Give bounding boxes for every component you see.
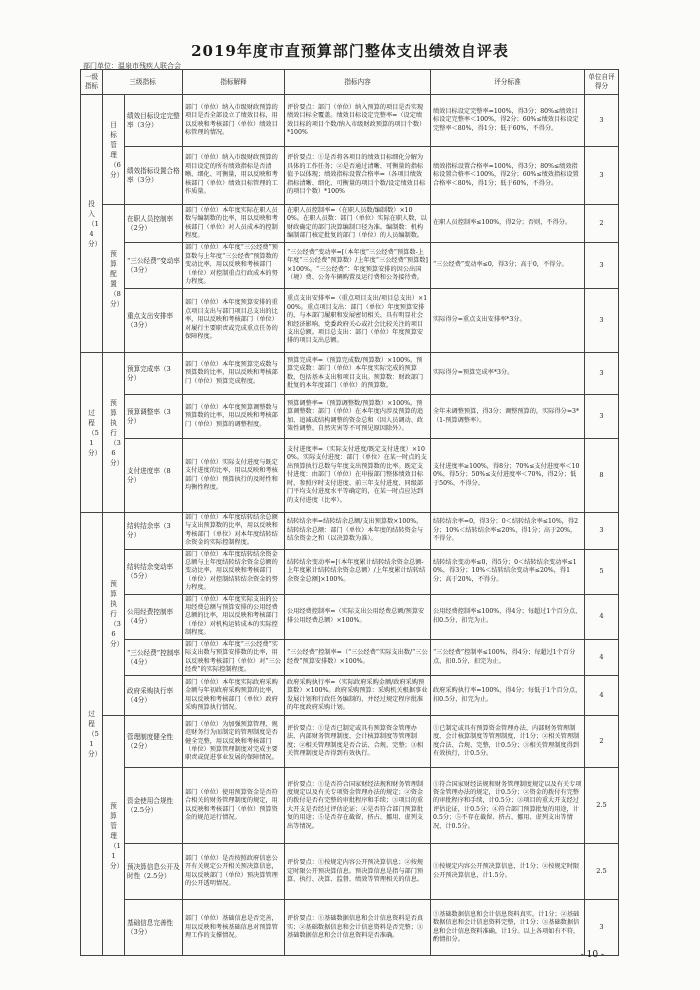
standard-cell: 绩效指标设置合格率=100%，得3分；80%≤绩效指标设置合格率＜100%，得2分；60%≤绩效指标设置合格率＜80%，得1分；低于60%，不得分。: [431, 147, 585, 205]
level3-cell: 重点支出安排率（3分）: [125, 289, 183, 353]
level3-cell: 绩效指标设置合格率（3分）: [125, 147, 183, 205]
score-cell: 2: [585, 716, 619, 768]
level3-cell: 预算调整率（3分）: [125, 395, 183, 439]
content-cell: 评价要点：①基础数据信息和会计信息资料是否真实；②基础数据信息和会计信息资料是否完整；③基础数据信息和会计信息资料是否准确。: [285, 900, 431, 956]
level3-cell: 资金使用合规性（2.5分）: [125, 768, 183, 844]
standard-cell: 实际得分=预算完成率*3分。: [431, 353, 585, 395]
content-cell: “三公经费”控制率=（“三公经费”实际支出数/“三公经费”预算安排数）×100%。: [285, 639, 431, 676]
level1-cell-input: 投入（14分）: [81, 95, 103, 353]
level3-cell: 管理制度健全性（2分）: [125, 716, 183, 768]
content-cell: 在职人员控制率=（在职人员数/编制数）×100%。在职人员数：部门（单位）实际在职人数，以财政确定的部门决算编制口径为准。编制数：机构编制部门核定批复的部门（单位）的人员编制数。: [285, 205, 431, 243]
standard-cell: 支付进度率≥100%，得8分；70%≤支付进度率＜100%，得5分；50%≤支付进度率＜70%，得2分；低于50%，不得分。: [431, 439, 585, 513]
content-cell: 预算调整率=（预算调整数/预算数）×100%。预算调整数：部门（单位）在本年度内涉及预算的追加、追减或结构调整的资金总和（因人员调动、政策性调整、自然灾害等不可预见原因除外）。: [285, 395, 431, 439]
standard-cell: ①已制定或具有预算资金管理办法、内部财务管理制度、会计核算制度等管理制度，计1分；②相关管理制度合法、合规、完整，计0.5分；③相关管理制度得到有效执行，计0.5分。: [431, 716, 585, 768]
content-cell: 政府采购执行率=（实际政府采购金额/政府采购预算数）×100%。政府采购预算：采购机关根据事业发展计划和行政任务编制的、并经过规定程序批准的年度政府采购计划。: [285, 676, 431, 716]
standard-cell: 结转结余变动率≤0，得5分；0＜结转结余变动率≤10%，得3分；10%＜结转结余变动率≤20%，得1分；高于20%，不得分。: [431, 549, 585, 594]
table-row: [81, 676, 619, 716]
level2-cell-budget-mgmt: 预算管理（11分）: [103, 716, 125, 956]
content-cell: 评价要点：①是否符合国家财经法规和财务管理制度规定以及有关专项资金管理办法的规定；②资金的拨付是否有完整的审批程序和手续；③项目的重大开支是否经过评估论证；④是否符合部门预算批复的用途；⑤是否存在截留、挤占、挪用、虚列支出等情况。: [285, 768, 431, 844]
table-row: [81, 439, 619, 513]
level3-cell: 在职人员控制率（2分）: [125, 205, 183, 243]
table-row: [81, 353, 619, 395]
explanation-cell: 部门（单位）本年度结转结余总额与支出预算数的比率，用以反映和考核部门（单位）对本年度结转结余资金的实际控制程度。: [183, 513, 285, 550]
table-row: [81, 205, 619, 243]
content-cell: 评价要点：①按规定内容公开预决算信息；②按规定时限公开预决算信息。预决算信息是指与部门预算、执行、决算、监督、绩效等管理相关的信息。: [285, 844, 431, 900]
level3-cell: 结转结余变动率（5分）: [125, 549, 183, 594]
level3-cell: 公用经费控制率（4分）: [125, 594, 183, 639]
content-cell: 预算完成率=（预算完成数/预算数）×100%。预算完成数：部门（单位）本年度实际完成的预算数，包括基本支出和项目支出。预算数：财政部门批复的本年度部门（单位）的预算数。: [285, 353, 431, 395]
evaluation-table: [80, 69, 619, 956]
table-row: [81, 716, 619, 768]
standard-cell: ①基础数据信息和会计信息资料真实，计1分；②基础数据信息和会计信息资料完整，计1分；③基础数据信息和会计信息资料准确，计1分。以上各项如有不符，酌情扣分。: [431, 900, 585, 956]
header-content: 指标内容: [285, 70, 431, 95]
table-row: [81, 639, 619, 676]
table-row: [81, 513, 619, 550]
content-cell: 重点支出安排率=（重点项目支出/项目总支出）×100%。重点项目支出：部门（单位）年度预算安排的，与本部门履职和发展密切相关、具有明显社会和经济影响、党委政府关心或社会比较关注的项目支出总额。项目总支出：部门（单位）年度预算安排的项目支出总额。: [285, 289, 431, 353]
score-cell: 5: [585, 549, 619, 594]
score-cell: 3: [585, 513, 619, 550]
score-cell: 3: [585, 395, 619, 439]
explanation-cell: 部门（单位）本年度实际支出的公用经费总额与预算安排的公用经费总额的比率，用以反映和考核部门（单位）对机构运转成本的实际控制程度。: [183, 594, 285, 639]
explanation-cell: 部门（单位）本年度“三公经费”预算数与上年度“三公经费”预算数的变动比率，用以反映和考核部门（单位）对控制重点行政成本的努力程度。: [183, 243, 285, 289]
level2-cell-budget-exec-2: 预算执行（36分）: [103, 513, 125, 716]
content-cell: 公用经费控制率=（实际支出公用经费总额/预算安排公用经费总额）×100%。: [285, 594, 431, 639]
standard-cell: 实际得分=重点支出安排率*3分。: [431, 289, 585, 353]
level2-cell-goal: 目标管理（6分）: [103, 95, 125, 205]
explanation-cell: 部门（单位）本年度预算安排的重点项目支出与部门项目总支出的比率，用以反映和考核部门（单位）对履行主要职责或完成重点任务的保障程度。: [183, 289, 285, 353]
table-row: [81, 289, 619, 353]
table-row: [81, 900, 619, 956]
table-row: [81, 395, 619, 439]
page-title: 2019年度市直预算部门整体支出绩效自评表: [191, 42, 509, 60]
table-row: [81, 768, 619, 844]
level3-cell: “三公经费”变动率（3分）: [125, 243, 183, 289]
standard-cell: “三公经费”控制率≤100%，得4分；每超过1个百分点，扣0.5分，扣完为止。: [431, 639, 585, 676]
explanation-cell: 部门（单位）本年度实际在职人员数与编制数的比率，用以反映和考核部门（单位）对人员成本的控制程度。: [183, 205, 285, 243]
standard-cell: 政府采购执行率=100%，得4分；每低于1个百分点，扣0.5分，扣完为止。: [431, 676, 585, 716]
explanation-cell: 部门（单位）为加强预算管理、规范财务行为而制定的管理制度是否健全完整，用以反映和考核部门（单位）预算管理制度对完成主要职责或促进事业发展的保障情况。: [183, 716, 285, 768]
score-cell: 4: [585, 639, 619, 676]
standard-cell: ①符合国家财经法规和财务管理制度规定以及有关专项资金管理办法的规定，计0.5分；②资金的拨付有完整的审批程序和手续，计0.5分；③项目的重大开支经过评估论证，计0.5分；④符合部门预算批复的用途，计0.5分；⑤不存在截留、挤占、挪用、虚列支出等情况，计0.5分。: [431, 768, 585, 844]
table-row: [81, 243, 619, 289]
level3-cell: 支付进度率（8分）: [125, 439, 183, 513]
explanation-cell: 部门（单位）使用预算资金是否符合相关的财务管理制度的规定，用以反映和考核部门（单位）预算资金的规范运行情况。: [183, 768, 285, 844]
score-cell: 3: [585, 289, 619, 353]
explanation-cell: 部门（单位）实际支付进度与既定支付进度的比率，用以反映和考核部门（单位）预算执行的及时性和均衡性程度。: [183, 439, 285, 513]
header-explanation: 指标解释: [183, 70, 285, 95]
standard-cell: 在职人员控制率≤100%，得2分；否则，不得分。: [431, 205, 585, 243]
score-cell: 2.5: [585, 844, 619, 900]
score-cell: 3: [585, 900, 619, 956]
level3-cell: 政府采购执行率（4分）: [125, 676, 183, 716]
standard-cell: 公用经费控制率≤100%，得4分；每超过1个百分点，扣0.5分，扣完为止。: [431, 594, 585, 639]
level3-cell: 基础信息完善性（3分）: [125, 900, 183, 956]
page-number: - 10 -: [580, 950, 604, 960]
table-row: [81, 844, 619, 900]
explanation-cell: 部门（单位）纳入市级财政预算的项目设定的所有绩效指标是否清晰、细化、可衡量，用以反映和考核部门（单位）绩效目标管理的工作质量。: [183, 147, 285, 205]
level3-cell: “三公经费”控制率（4分）: [125, 639, 183, 676]
explanation-cell: 部门（单位）基础信息是否完善，用以反映和考核基础信息对预算管理工作的支撑情况。: [183, 900, 285, 956]
content-cell: 评价要点：部门（单位）纳入预算的项目是否实现绩效目标全覆盖。绩效目标设定完整率=（设定绩效目标的项目个数/纳入市级财政预算的项目个数）*100%: [285, 95, 431, 147]
table-row: [81, 95, 619, 147]
content-cell: 结转结余率=结转结余总额/支出预算数×100%。结转结余总额：部门（单位）本年度的结转资金与结余资金之和（以决算数为准）。: [285, 513, 431, 550]
header-level1: 一级指标: [81, 70, 103, 95]
standard-cell: “三公经费”变动率≤0，得3分；高于0，不得分。: [431, 243, 585, 289]
standard-cell: 绩效目标设定完整率=100%，得3分；80%≤绩效目标设定完整率＜100%，得2分；60%≤绩效目标设定完整率＜80%，得1分；低于60%，不得分。: [431, 95, 585, 147]
standard-cell: ①按规定内容公开预决算信息，计1分；②按规定时限公开预决算信息，计1.5分。: [431, 844, 585, 900]
standard-cell: 全年未调整预算，得3分；调整预算的，实际得分=3*（1-预算调整率）。: [431, 395, 585, 439]
table-row: [81, 594, 619, 639]
content-cell: 支付进度率=（实际支付进度/既定支付进度）×100%。实际支付进度：部门（单位）在某一时点的支出预算执行总数与年度支出预算数的比率。既定支付进度：由部门（单位）在申报部门整体绩效目标时，参照序时支付进度、前三年支付进度、同级部门平均支付进度水平等确定的，在某一时点应达到的支付进度（比率）。: [285, 439, 431, 513]
score-cell: 2.5: [585, 768, 619, 844]
level1-cell-process-2: 过程（51分）: [81, 513, 103, 956]
explanation-cell: 部门（单位）本年度结转结余资金总额与上年度结转结余资金总额的变动比率，用以反映和考核部门（单位）对控制结转结余资金的努力程度。: [183, 549, 285, 594]
explanation-cell: 部门（单位）是否按照政府信息公开有关规定公开相关预决算信息，用以反映部门（单位）预决算管理的公开透明情况。: [183, 844, 285, 900]
content-cell: 评价要点：①是否将各项目的绩效目标细化分解为具体的工作任务；②是否通过清晰、可衡量的指标值予以体现；绩效指标设置合格率=（各项目绩效指标清晰、细化、可衡量的项目个数/设定绩效目标的项目个数）*100%: [285, 147, 431, 205]
explanation-cell: 部门（单位）本年度预算完成数与预算数的比率，用以反映和考核部门（单位）预算完成程度。: [183, 353, 285, 395]
score-cell: 4: [585, 676, 619, 716]
level2-cell-budget-exec: 预算执行（36分）: [103, 353, 125, 513]
standard-cell: 结转结余率=0，得3分；0＜结转结余率≤10%，得2分；10%＜结转结余率≤20%，得1分；高于20%，不得分。: [431, 513, 585, 550]
explanation-cell: 部门（单位）本年度预算调整数与预算数的比率，用以反映和考核部门（单位）预算的调整程度。: [183, 395, 285, 439]
department-unit: 部门单位：温泉市残疾人联合会: [83, 62, 181, 70]
score-cell: 3: [585, 243, 619, 289]
table-row: [81, 147, 619, 205]
table-header-row: [81, 70, 619, 95]
content-cell: “三公经费”变动率=[（本年度“三公经费”预算数-上年度“三公经费”预算数）/上年度“三公经费”预算数]×100%。“三公经费”：年度预算安排的因公出国（境）费、公务车辆购置及运行费和公务接待费。: [285, 243, 431, 289]
header-score: 单位自评得分: [585, 70, 619, 95]
level3-cell: 绩效目标设定完整率（3分）: [125, 95, 183, 147]
header-standard: 评分标准: [431, 70, 585, 95]
score-cell: 2: [585, 205, 619, 243]
explanation-cell: 部门（单位）本年度“三公经费”实际支出数与预算安排数的比率，用以反映和考核部门（单位）对“三公经费”的实际控制程度。: [183, 639, 285, 676]
score-cell: 3: [585, 147, 619, 205]
score-cell: 3: [585, 95, 619, 147]
level3-cell: 预算完成率（3分）: [125, 353, 183, 395]
explanation-cell: 部门（单位）本年度实际政府采购金额与年初政府采购预算的比率，用以反映和考核部门（单位）政府采购预算执行情况。: [183, 676, 285, 716]
level1-cell-process: 过程（51分）: [81, 353, 103, 513]
level3-cell: 结转结余率（3分）: [125, 513, 183, 550]
header-level3: 三级指标: [103, 70, 183, 95]
score-cell: 3: [585, 353, 619, 395]
level2-cell-budget-config: 预算配置（8分）: [103, 205, 125, 353]
table-row: [81, 549, 619, 594]
score-cell: 8: [585, 439, 619, 513]
content-cell: 结转结余变动率=[（本年度累计结转结余资金总额-上年度累计结转结余资金总额）/上年度累计结转结余资金总额]×100%。: [285, 549, 431, 594]
explanation-cell: 部门（单位）纳入市级财政预算的项目是否全部设立了绩效目标，用以反映和考核部门（单位）绩效目标管理的情况。: [183, 95, 285, 147]
level3-cell: 预决算信息公开及时性（2.5分）: [125, 844, 183, 900]
content-cell: 评价要点：①是否已制定或具有预算资金管理办法、内部财务管理制度、会计核算制度等管理制度；②相关管理制度是否合法、合规、完整；③相关管理制度是否得到有效执行。: [285, 716, 431, 768]
score-cell: 4: [585, 594, 619, 639]
